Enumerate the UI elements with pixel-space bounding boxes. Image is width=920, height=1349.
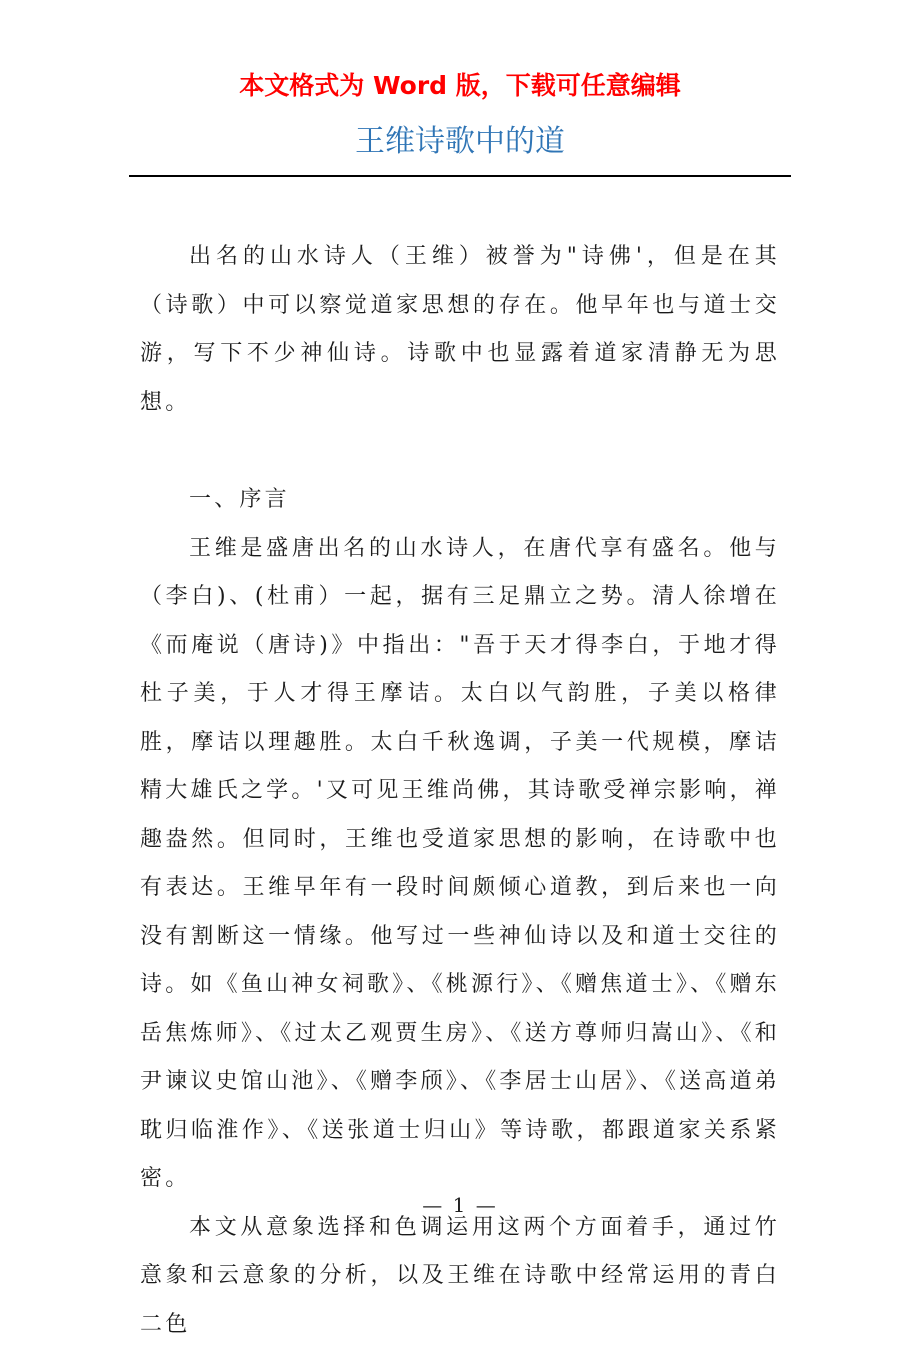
header-divider: [129, 175, 791, 177]
body-paragraph-2: 本文从意象选择和色调运用这两个方面着手，通过竹意象和云意象的分析，以及王维在诗歌中经常运用的青白二色: [140, 1204, 780, 1349]
download-notice: 本文格式为 Word 版，下载可任意编辑: [0, 68, 920, 104]
page-number: — 1 —: [0, 1190, 920, 1220]
section-heading-introduction: 一、序言: [140, 476, 780, 525]
body-paragraph-1: 王维是盛唐出名的山水诗人，在唐代享有盛名。他与（李白)、(杜甫）一起，据有三足鼎立之势。清人徐增在《而庵说（唐诗)》中指出："吾于天才得李白，于地才得杜子美，于人才得王摩诘。太白以气韵胜，子美以格律胜，摩诘以理趣胜。太白千秋逸调，子美一代规模，摩诘精大雄氏之学。'又可见王维尚佛，其诗歌受禅宗影响，禅趣盎然。但同时，王维也受道家思想的影响，在诗歌中也有表达。王维早年有一段时间颇倾心道教，到后来也一向没有割断这一情缘。他写过一些神仙诗以及和道士交往的诗。如《鱼山神女祠歌》、《桃源行》、《赠焦道士》、《赠东岳焦炼师》、《过太乙观贾生房》、《送方尊师归嵩山》、《和尹谏议史馆山池》、《赠李颀》、《李居士山居》、《送高道弟耽归临淮作》、《送张道士归山》等诗歌，都跟道家关系紧密。: [140, 525, 780, 1204]
document-body: [140, 233, 780, 1349]
abstract-paragraph: 出名的山水诗人（王维）被誉为"诗佛'，但是在其（诗歌）中可以察觉道家思想的存在。他早年也与道士交游，写下不少神仙诗。诗歌中也显露着道家清静无为思想。: [140, 233, 780, 427]
document-title: 王维诗歌中的道: [0, 120, 920, 164]
